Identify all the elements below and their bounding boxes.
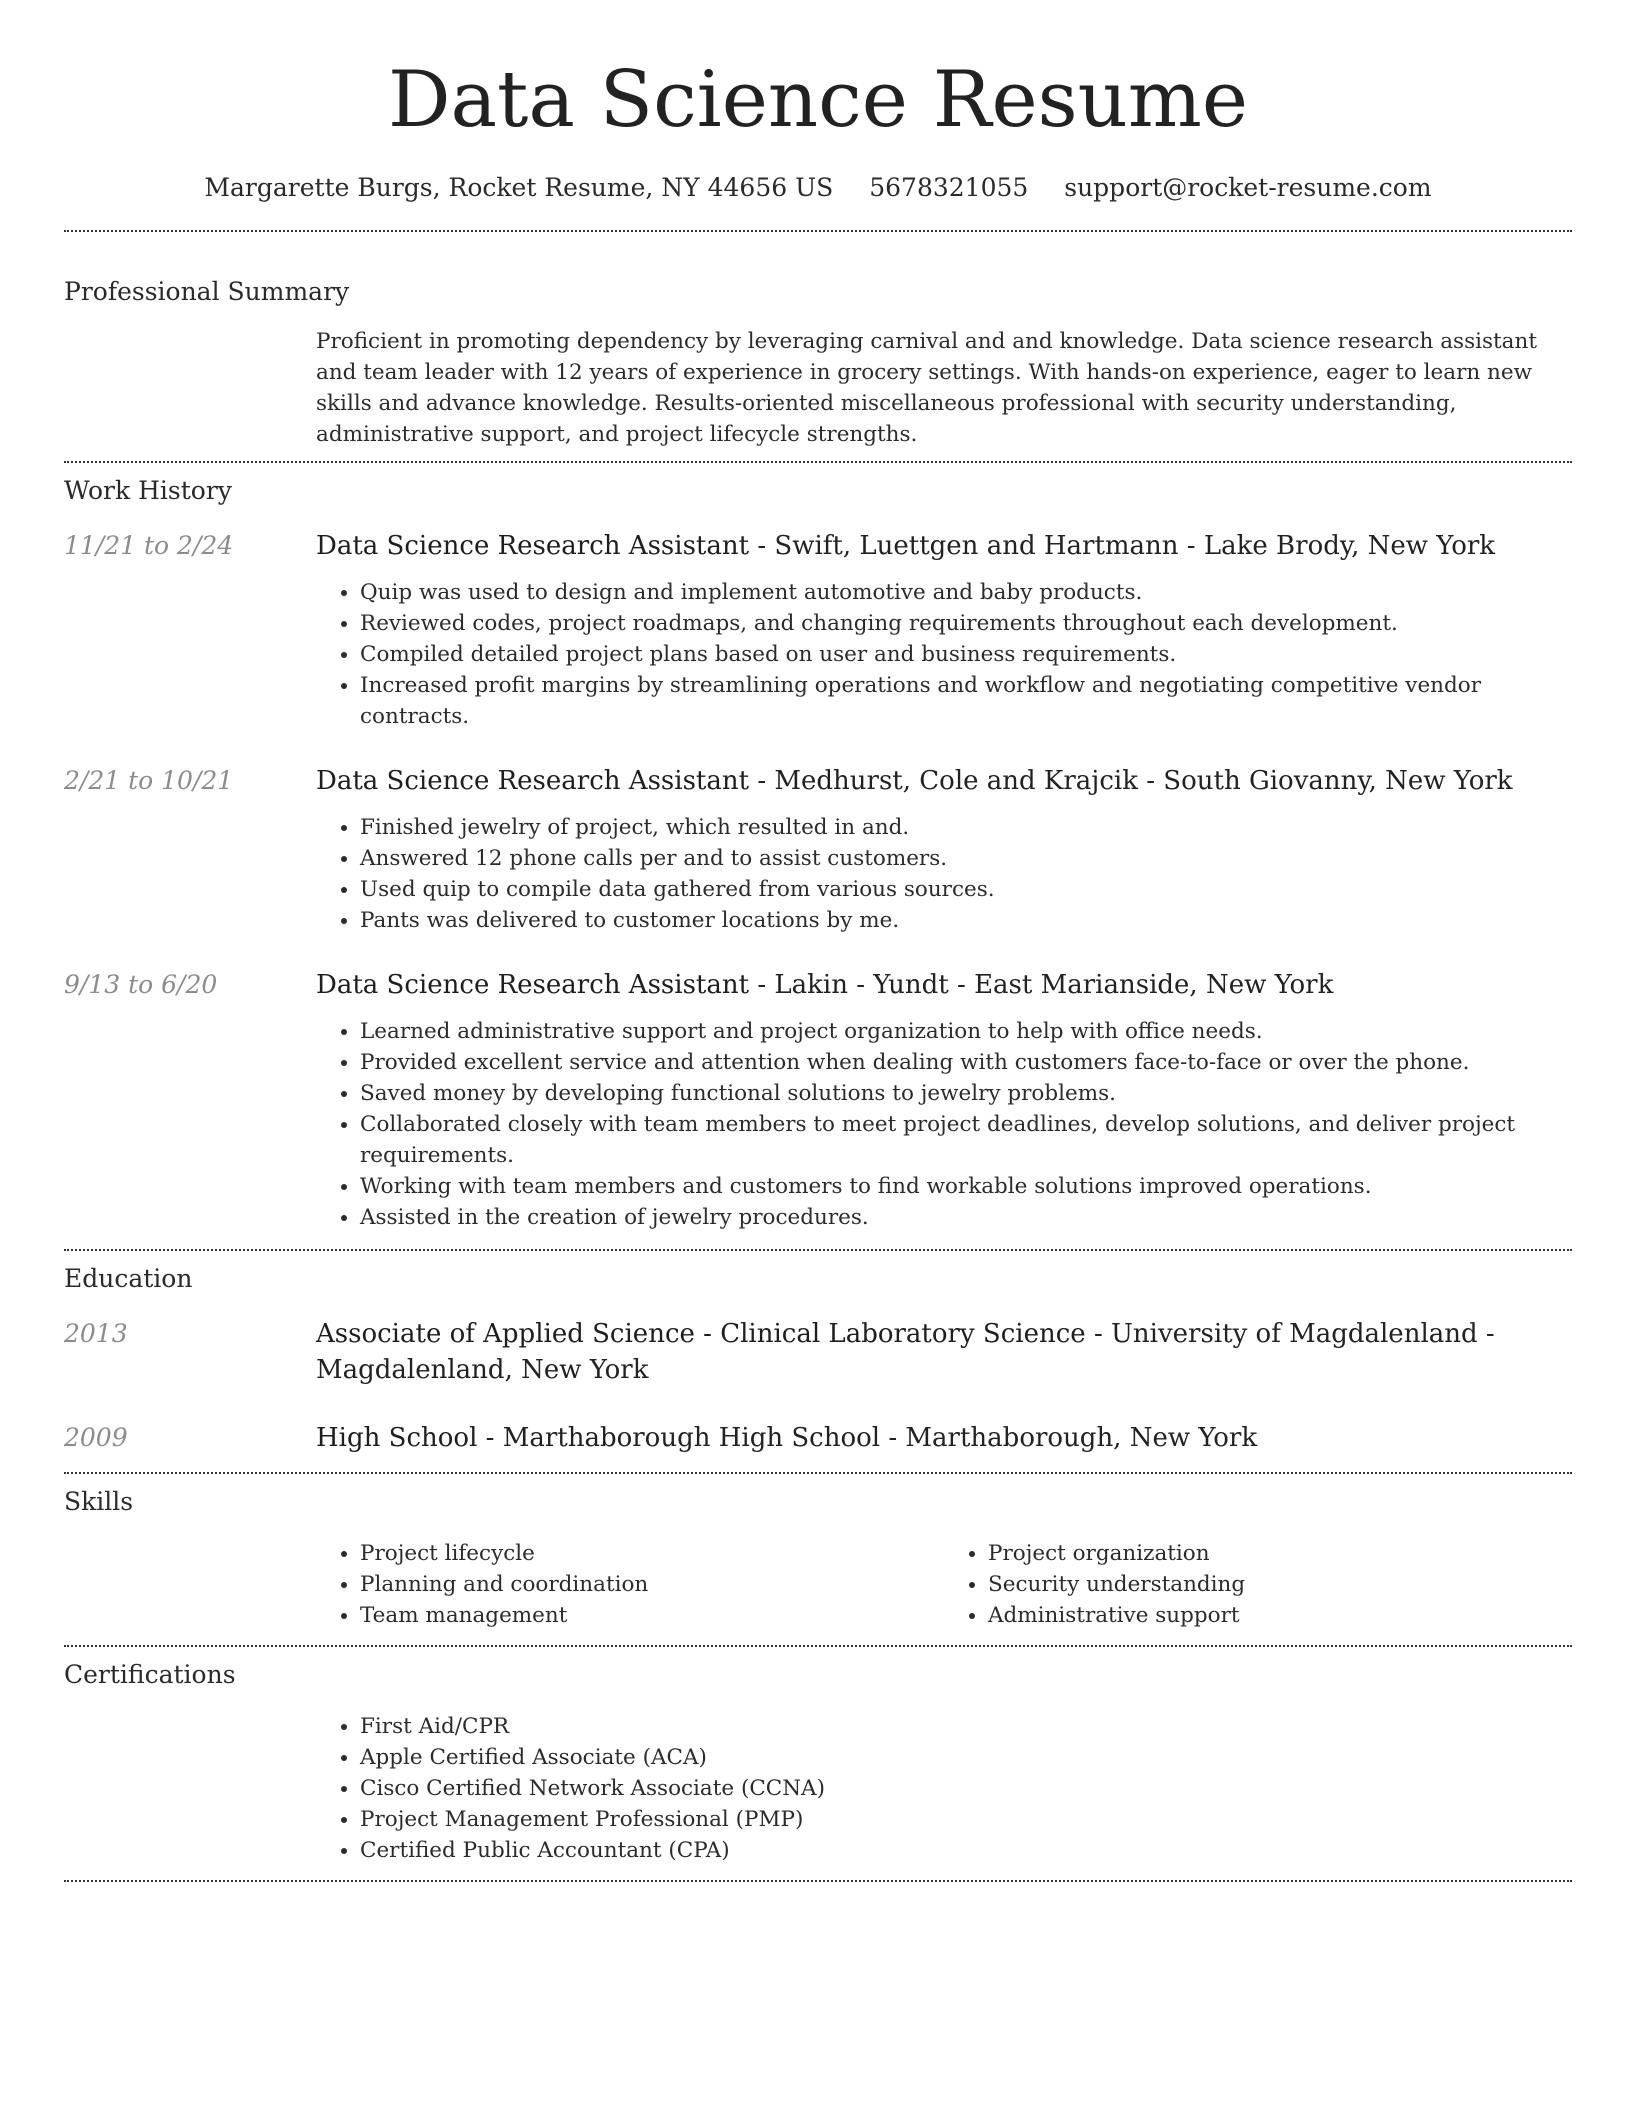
job-dates: 2/21 to 10/21 (64, 766, 234, 795)
job-dates: 9/13 to 6/20 (64, 970, 218, 999)
list-item: • Used quip to compile data gathered from various sources. (360, 874, 1572, 905)
list-item: • Collaborated closely with team members to meet project deadlines, develop solutions, and deliver project requirements. (360, 1109, 1572, 1171)
divider (64, 1249, 1572, 1251)
job-details: - Medhurst, Cole and Krajcik - South Giovanny, New York (749, 766, 1513, 796)
job-entry (64, 528, 1572, 732)
job-details: - Swift, Luettgen and Hartmann - Lake Brody, New York (749, 531, 1496, 561)
list-item: • Saved money by developing functional solutions to jewelry problems. (360, 1078, 1572, 1109)
job-bullets (316, 577, 1572, 732)
contact-line (64, 170, 1572, 206)
skills-column-left (316, 1538, 944, 1631)
divider (64, 1880, 1572, 1882)
education-entry (64, 1420, 1572, 1456)
skills-list (316, 1538, 1572, 1631)
section-title-education: Education (64, 1264, 193, 1293)
list-item: • Pants was delivered to customer locations by me. (360, 905, 1572, 936)
job-entry (64, 763, 1572, 936)
section-title-certifications: Certifications (64, 1660, 236, 1689)
list-item: • Project Management Professional (PMP) (360, 1804, 1572, 1835)
education-year: 2013 (64, 1319, 128, 1348)
resume-title: Data Science Resume (387, 55, 1249, 145)
job-details: - Lakin - Yundt - East Marianside, New York (749, 970, 1334, 1000)
education-degree: Associate of Applied Science - Clinical Laboratory Science (316, 1319, 1086, 1349)
education-details: - University of Magdalenland - Magdalenland, New York (316, 1319, 1495, 1385)
job-title: Data Science Research Assistant (316, 970, 750, 1000)
job-entry (64, 967, 1572, 1233)
certifications-list (316, 1711, 1572, 1866)
list-item: • Cisco Certified Network Associate (CCNA) (360, 1773, 1572, 1804)
list-item: • Learned administrative support and project organization to help with office needs. (360, 1016, 1572, 1047)
list-item: • Security understanding (988, 1569, 1572, 1600)
list-item: • Compiled detailed project plans based on user and business requirements. (360, 639, 1572, 670)
education-entry (64, 1316, 1572, 1388)
divider (64, 230, 1572, 232)
list-item: • Project lifecycle (360, 1538, 944, 1569)
list-item: • Certified Public Accountant (CPA) (360, 1835, 1572, 1866)
list-item: • Apple Certified Associate (ACA) (360, 1742, 1572, 1773)
list-item: • Planning and coordination (360, 1569, 944, 1600)
list-item: • Project organization (988, 1538, 1572, 1569)
resume-page (64, 0, 1572, 1882)
list-item: • Reviewed codes, project roadmaps, and changing requirements throughout each development. (360, 608, 1572, 639)
divider (64, 461, 1572, 463)
education-header (316, 1420, 1572, 1456)
education-details: - Marthaborough High School - Marthaborough, New York (477, 1423, 1258, 1453)
list-item: • Answered 12 phone calls per and to assist customers. (360, 843, 1572, 874)
divider (64, 1645, 1572, 1647)
job-title: Data Science Research Assistant (316, 531, 750, 561)
divider (64, 1472, 1572, 1474)
summary-text: Proficient in promoting dependency by leveraging carnival and and knowledge. Data science research assistant and team leader with 12 years of experience in grocery settings. With hands-on experience, eager to learn new skills and advance knowledge. Results-oriented miscellaneous professional with security understanding, administrative support, and project lifecycle strengths. (316, 329, 1537, 447)
job-dates: 11/21 to 2/24 (64, 531, 234, 560)
list-item: • Administrative support (988, 1600, 1572, 1631)
job-header (316, 967, 1572, 1003)
skills-column-right (944, 1538, 1572, 1631)
section-title-work-history: Work History (64, 476, 232, 505)
education-header (316, 1316, 1572, 1388)
job-bullets (316, 812, 1572, 936)
job-header (316, 763, 1572, 799)
section-title-skills: Skills (64, 1487, 134, 1516)
list-item: • Quip was used to design and implement automotive and baby products. (360, 577, 1572, 608)
education-degree: High School (316, 1423, 478, 1453)
contact-email: support@rocket-resume.com (1064, 173, 1432, 202)
section-title-summary: Professional Summary (64, 277, 350, 306)
list-item: • Working with team members and customers to find workable solutions improved operations. (360, 1171, 1572, 1202)
job-bullets (316, 1016, 1572, 1233)
job-header (316, 528, 1572, 564)
list-item: • Provided excellent service and attention when dealing with customers face-to-face or over the phone. (360, 1047, 1572, 1078)
list-item: • Team management (360, 1600, 944, 1631)
job-title: Data Science Research Assistant (316, 766, 750, 796)
list-item: • Finished jewelry of project, which resulted in and. (360, 812, 1572, 843)
list-item: • Assisted in the creation of jewelry procedures. (360, 1202, 1572, 1233)
education-year: 2009 (64, 1423, 128, 1452)
list-item: • Increased profit margins by streamlining operations and workflow and negotiating competitive vendor contracts. (360, 670, 1572, 732)
list-item: • First Aid/CPR (360, 1711, 1572, 1742)
contact-address: Margarette Burgs, Rocket Resume, NY 44656 US (204, 173, 834, 202)
contact-phone: 5678321055 (869, 173, 1029, 202)
